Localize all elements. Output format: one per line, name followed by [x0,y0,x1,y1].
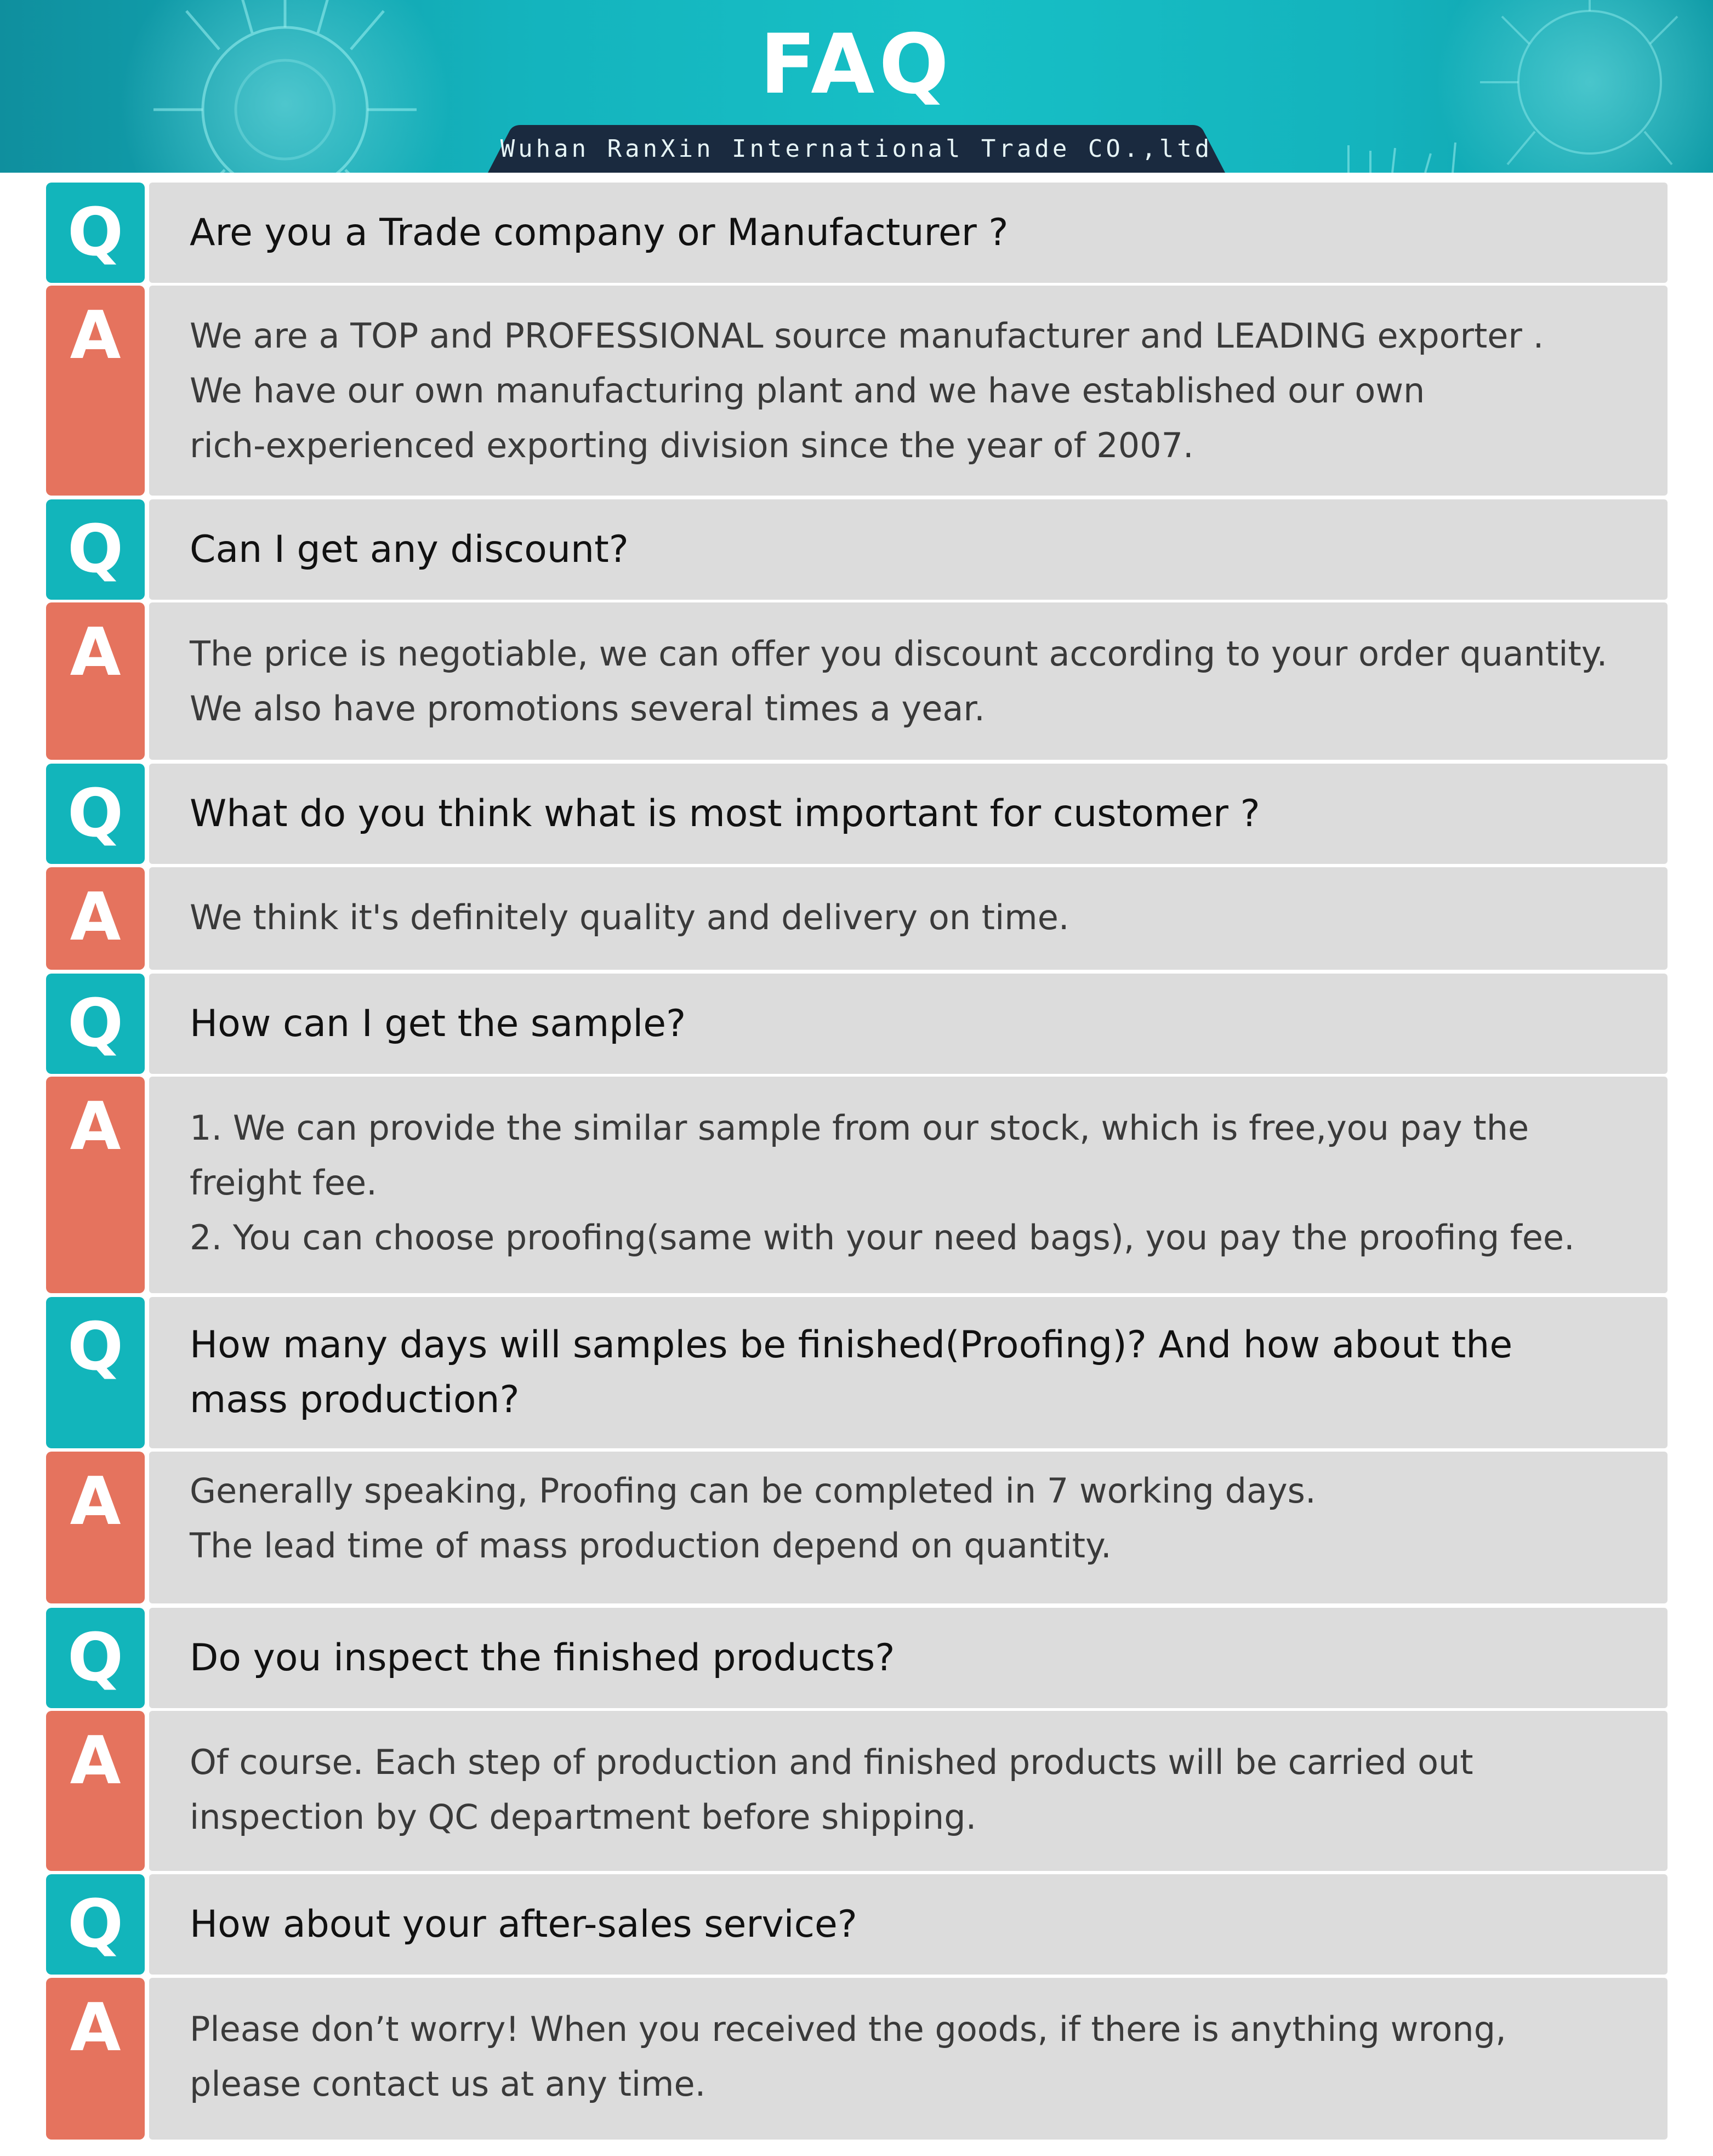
answer-panel [149,1978,1668,2140]
answer-panel [149,1077,1668,1293]
answer-panel [149,1452,1668,1603]
faq-question-row [46,764,1668,864]
question-badge-letter: Q [67,195,123,271]
answer-text: Generally speaking, Proofing can be completed in 7 working days. The lead time of mass production depend on quantity. [190,1471,1316,1566]
faq-question-row [46,974,1668,1074]
question-text: How can I get the sample? [190,1002,686,1045]
answer-badge [46,867,145,970]
question-badge [46,974,145,1074]
answer-badge-letter: A [70,1723,121,1799]
question-badge-letter: Q [67,1620,123,1696]
answer-text: We are a TOP and PROFESSIONAL source manufacturer and LEADING exporter . We have our own manufacturing plant and we have established our own rich-experienced exporting division since the year of 2007. [190,316,1544,465]
faq-answer-row [46,1452,1668,1603]
faq-answer-row [46,602,1668,760]
question-text: How about your after-sales service? [190,1903,857,1946]
answer-badge-letter: A [70,298,121,374]
question-badge-letter: Q [67,776,123,852]
answer-badge-letter: A [70,615,121,691]
faq-answer-row [46,1711,1668,1871]
answer-panel [149,1711,1668,1871]
question-text: Can I get any discount? [190,528,629,571]
question-badge [46,1874,145,1975]
question-panel [149,1608,1668,1708]
question-panel [149,499,1668,600]
question-text: What do you think what is most important for customer ? [190,792,1260,835]
answer-panel [149,867,1668,970]
faq-question-row [46,183,1668,283]
question-text: Are you a Trade company or Manufacturer ? [190,211,1009,254]
question-panel [149,1874,1668,1975]
question-panel [149,183,1668,283]
answer-badge [46,1978,145,2140]
faq-question-row [46,1297,1668,1448]
answer-badge [46,286,145,496]
faq-answer-row [46,286,1668,496]
question-badge [46,499,145,600]
faq-answer-row [46,1077,1668,1293]
question-badge [46,764,145,864]
question-badge [46,1608,145,1708]
answer-text: 1. We can provide the similar sample from our stock, which is free,you pay the freight fee. 2. You can choose proofing(same with your need bags), you pay the proofing fee. [190,1108,1575,1258]
company-name: Wuhan RanXin International Trade CO.,ltd [500,135,1213,163]
faq-answer-row [46,1978,1668,2140]
question-badge [46,1297,145,1448]
faq-question-row [46,499,1668,600]
answer-badge-letter: A [70,879,121,955]
question-text: How many days will samples be finished(Proofing)? And how about the mass production? [190,1323,1513,1421]
answer-badge [46,1452,145,1603]
question-badge-letter: Q [67,1886,123,1962]
answer-badge [46,1711,145,1871]
answer-panel [149,286,1668,496]
answer-text: The price is negotiable, we can offer you discount according to your order quantity. We also have promotions several times a year. [190,634,1608,729]
answer-text: We think it's definitely quality and delivery on time. [190,897,1069,937]
question-panel [149,1297,1668,1448]
faq-question-row [46,1874,1668,1975]
answer-badge [46,602,145,760]
answer-panel [149,602,1668,760]
question-panel [149,764,1668,864]
page-title: FAQ [760,17,953,112]
answer-text: Please don’t worry! When you received the goods, if there is anything wrong, please contact us at any time. [190,2009,1506,2104]
question-badge-letter: Q [67,986,123,1062]
answer-text: Of course. Each step of production and finished products will be carried out inspection by QC department before shipping. [190,1742,1473,1837]
answer-badge-letter: A [70,1464,121,1540]
question-text: Do you inspect the finished products? [190,1636,895,1680]
answer-badge-letter: A [70,1089,121,1165]
question-badge [46,183,145,283]
answer-badge-letter: A [70,1990,121,2066]
question-badge-letter: Q [67,511,123,588]
answer-badge [46,1077,145,1293]
faq-answer-row [46,867,1668,970]
question-panel [149,974,1668,1074]
faq-question-row [46,1608,1668,1708]
question-badge-letter: Q [67,1309,123,1385]
